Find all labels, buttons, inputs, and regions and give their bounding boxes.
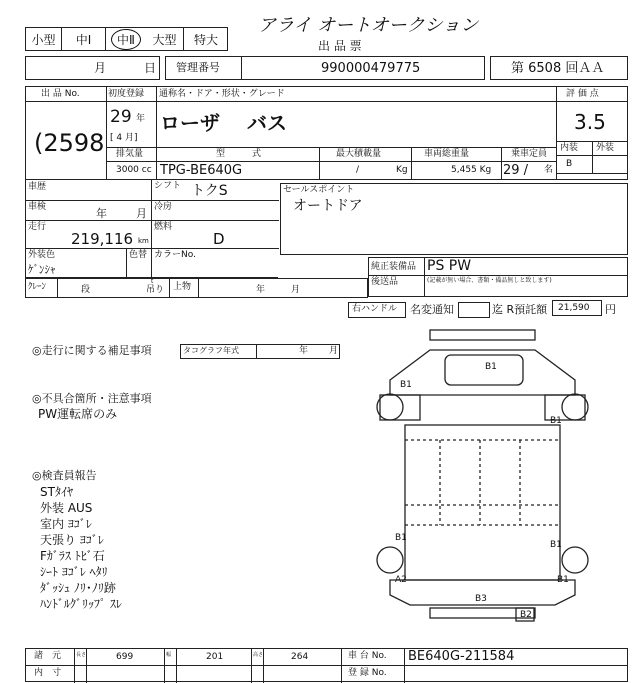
mark-a2: A2: [395, 575, 407, 585]
equipment: PS PW: [427, 258, 472, 274]
inspector-title: ◎検査員報告: [32, 469, 97, 482]
maxload: /: [356, 165, 360, 175]
defect: PW運転席のみ: [38, 407, 118, 421]
chassis-number: BE640G-211584: [408, 649, 515, 664]
interior-grade: B: [566, 159, 573, 169]
body-year: 年: [256, 285, 266, 295]
exterior-label: 外装: [596, 143, 615, 153]
height-value: 264: [291, 652, 309, 662]
mark-b1-left: B1: [400, 380, 412, 390]
defect-title: ◎不具合箇所・注意事項: [32, 392, 152, 405]
insp-year: 年: [96, 207, 107, 220]
color-no-label: カラーNo.: [154, 250, 196, 260]
inspector-list: [40, 484, 122, 612]
later-label: 後送品: [371, 277, 399, 287]
size-small: 小型: [26, 28, 62, 50]
tacho-month: 月: [329, 346, 339, 356]
mgmt-box: [165, 56, 485, 80]
length-value: 699: [116, 652, 134, 662]
first-reg-label: 初度登録: [108, 89, 145, 99]
shift: トクS: [191, 183, 228, 199]
crane-label: ｸﾚｰﾝ: [28, 282, 47, 292]
chassis-label: 車 台 No.: [348, 651, 387, 661]
capacity: 29 /: [503, 163, 529, 178]
rhd-box: [348, 302, 406, 318]
size-class-boxes: [25, 27, 228, 51]
mark-b2: B2: [520, 610, 532, 620]
size-special: 特大: [193, 32, 218, 47]
insp-month: 月: [136, 207, 147, 220]
mgmt-label: 管理番号: [176, 61, 220, 74]
inspector-item: STﾀｲﾔ: [40, 485, 73, 499]
car-name: ローザ バス: [160, 111, 287, 135]
fuel-label: 燃料: [154, 222, 173, 232]
size-large: 大型: [146, 28, 184, 50]
disp-label: 排気量: [116, 149, 144, 159]
recycle-amount: 21,590: [558, 303, 590, 313]
reg-month: [ 4 月]: [110, 133, 138, 143]
year-unit: 年: [136, 114, 146, 124]
score: 3.5: [574, 110, 606, 134]
mark-b1-rear-right: B1: [550, 540, 562, 550]
person-unit: 名: [544, 165, 554, 175]
body-month: 月: [291, 285, 301, 295]
length-label: 長さ: [76, 652, 87, 658]
reg-label: 登 録 No.: [348, 668, 387, 678]
inspector-item: ｼｰﾄ ﾖｺﾞﾚ ﾍﾀﾘ: [40, 565, 108, 579]
history-label: 車歴: [28, 182, 47, 192]
shift-label: シフト: [154, 181, 182, 191]
tacho-label: タコグラフ年式: [183, 346, 239, 355]
mark-b1-front: B1: [485, 362, 497, 372]
mark-b1-rear-corner: B1: [557, 575, 569, 585]
mgmt-number: 990000479775: [321, 61, 421, 76]
driving-title: ◎走行に関する補足事項: [32, 344, 152, 357]
inspector-item: ﾀﾞｯｼｭ ﾉﾘ･ﾉﾘ跡: [40, 581, 116, 595]
inspector-item: 室内 ﾖｺﾞﾚ: [40, 517, 92, 531]
fuel: D: [213, 230, 225, 248]
color: ｹﾞﾝｼｬ: [28, 263, 56, 276]
front-body: [390, 350, 575, 395]
mileage: 219,116: [71, 230, 134, 248]
sales-point: オートドア: [293, 198, 363, 214]
mark-b3: B3: [475, 594, 487, 604]
vehicle-grid: [25, 86, 628, 180]
inspector-item: 外装 AUS: [40, 501, 93, 515]
rear-right-wheel: [562, 547, 588, 573]
sales-point-box: [280, 183, 628, 255]
score-label: 評 価 点: [566, 89, 599, 99]
recycle-label: 迄 R預託額: [492, 303, 548, 316]
gvw-label: 車両総重量: [424, 149, 470, 159]
inspector-item: Fｶﾞﾗｽ ﾄﾋﾞ石: [40, 549, 105, 563]
inspection-label: 車検: [28, 202, 47, 212]
tacho-year: 年: [299, 346, 309, 356]
inner-label: 内 寸: [34, 668, 62, 678]
session-box: [490, 56, 628, 80]
mark-b1-right: B1: [550, 416, 562, 426]
maxload-label: 最大積載量: [336, 149, 382, 159]
yen-unit: 円: [605, 303, 616, 316]
later-note: (記載が無い場合、書類・備品無しと致します): [427, 277, 552, 284]
tacho-box: [180, 344, 340, 359]
ac-label: 冷房: [154, 202, 173, 212]
details-left: [25, 180, 278, 278]
displacement: 3000 cc: [116, 165, 152, 175]
body-label: 上物: [173, 282, 192, 292]
sales-label: セールスポイント: [283, 185, 355, 195]
capacity-label: 乗車定員: [511, 149, 548, 159]
equipment-box: [368, 257, 628, 297]
name-label: 通称名・ドア・形状・グレード: [159, 89, 285, 99]
sheet-subtitle: 出 品 票: [318, 39, 362, 53]
reg-year: 29: [110, 107, 132, 127]
spec-label: 諸 元: [34, 651, 62, 661]
rear-left-wheel: [377, 547, 403, 573]
session-number: 第 6508 回ＡＡ: [511, 61, 605, 76]
height-label: 高さ: [253, 652, 264, 658]
mark-b1-rear-left: B1: [395, 533, 407, 543]
month-label: 月: [94, 61, 107, 75]
color-change-label: 色替: [129, 250, 148, 260]
bus-damage-diagram: [370, 325, 615, 630]
body-side: [405, 425, 560, 580]
gvw: 5,455 Kg: [451, 165, 492, 175]
inspector-item: 天張り ﾖｺﾞﾚ: [40, 533, 104, 547]
spec-table: [25, 648, 628, 682]
tsuri-label: 吊り: [146, 285, 165, 295]
km-unit: km: [138, 237, 149, 245]
color-label: 外装色: [28, 250, 56, 260]
front-right-wheel: [562, 394, 588, 420]
interior-label: 内装: [560, 143, 579, 153]
crane-row: [25, 278, 368, 298]
name-change-box: [458, 302, 490, 318]
size-mid1: 中Ⅰ: [62, 28, 106, 50]
date-box: [25, 56, 160, 80]
recycle-box: [552, 300, 602, 316]
model-label: 型 式: [216, 149, 262, 159]
name-change-label: 名変通知: [410, 303, 454, 316]
size-mid2: [106, 28, 146, 50]
selected-size: 中Ⅱ: [111, 29, 141, 50]
model: TPG-BE640G: [160, 163, 243, 178]
lot-number: (2598: [34, 129, 105, 157]
ton-label: t: [151, 278, 154, 285]
rhd-label: 右ハンドル: [352, 304, 398, 314]
front-left-wheel: [377, 394, 403, 420]
equip-label: 純正装備品: [371, 262, 417, 272]
auction-title: アライ オートオークション: [258, 15, 479, 36]
width-label: 幅: [166, 652, 172, 658]
mileage-label: 走行: [28, 222, 47, 232]
width-value: 201: [206, 652, 224, 662]
inspector-item: ﾊﾝﾄﾞﾙｸﾞﾘｯﾌﾟ ｽﾚ: [40, 597, 122, 611]
kg-unit: Kg: [396, 165, 408, 175]
front-bumper: [430, 330, 535, 340]
windshield: [445, 355, 523, 385]
day-label: 日: [144, 61, 157, 75]
dan-label: 段: [81, 285, 91, 295]
lot-label: 出 品 No.: [41, 89, 80, 99]
